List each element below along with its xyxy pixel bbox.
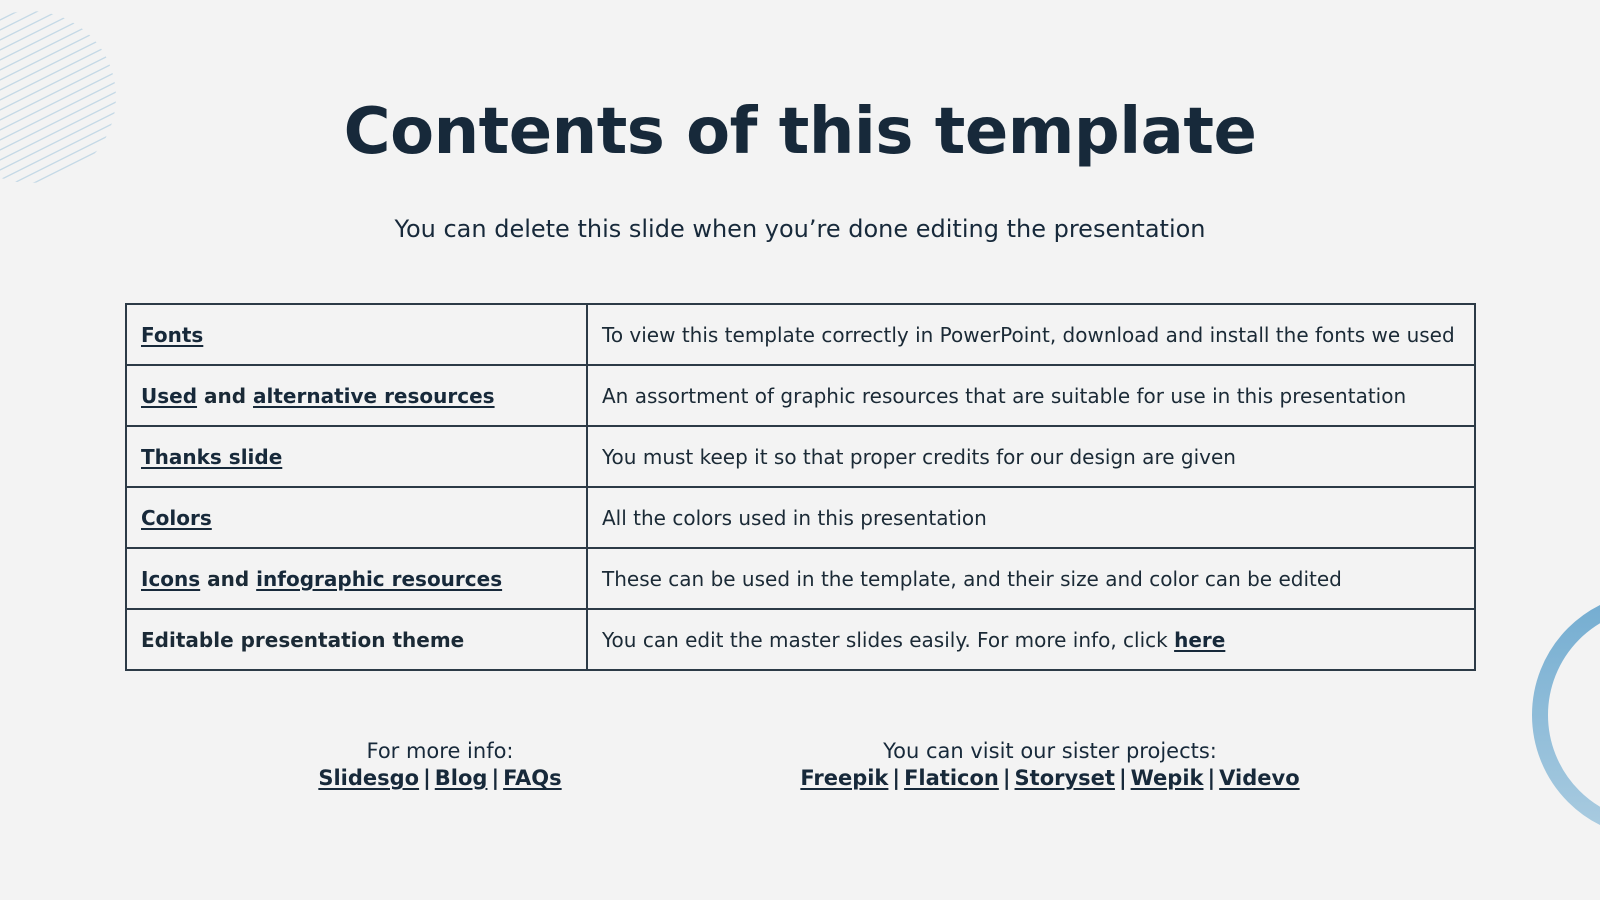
ring-decoration bbox=[1525, 580, 1600, 840]
row-name: Editable presentation theme bbox=[126, 609, 587, 670]
alternative-resources-link[interactable]: alternative resources bbox=[253, 383, 495, 408]
contents-table bbox=[125, 303, 1476, 671]
slidesgo-link[interactable]: Slidesgo bbox=[318, 766, 420, 790]
row-name bbox=[126, 487, 587, 548]
description-text: You can edit the master slides easily. For more info, click bbox=[602, 627, 1175, 652]
fonts-link[interactable]: Fonts bbox=[141, 322, 204, 347]
row-description: To view this template correctly in PowerPoint, download and install the fonts we used bbox=[587, 304, 1475, 365]
footer-sister-projects bbox=[770, 738, 1330, 792]
link-separator: | bbox=[491, 766, 500, 790]
here-link[interactable]: here bbox=[1174, 627, 1226, 652]
table-row bbox=[126, 304, 1475, 365]
row-name-connector: and bbox=[200, 566, 257, 591]
link-separator: | bbox=[892, 766, 901, 790]
row-name-connector: and bbox=[197, 383, 254, 408]
table-row bbox=[126, 365, 1475, 426]
row-name bbox=[126, 548, 587, 609]
used-resources-link[interactable]: Used bbox=[141, 383, 198, 408]
row-name bbox=[126, 304, 587, 365]
row-name bbox=[126, 365, 587, 426]
row-description: These can be used in the template, and their size and color can be edited bbox=[587, 548, 1475, 609]
footer-heading: For more info: bbox=[366, 739, 514, 763]
icons-link[interactable]: Icons bbox=[141, 566, 201, 591]
footer-more-info bbox=[240, 738, 640, 792]
footer-links bbox=[770, 765, 1330, 792]
row-description: You must keep it so that proper credits for our design are given bbox=[587, 426, 1475, 487]
table-row bbox=[126, 548, 1475, 609]
link-separator: | bbox=[423, 766, 431, 790]
thanks-slide-link[interactable]: Thanks slide bbox=[141, 444, 283, 469]
flaticon-link[interactable]: Flaticon bbox=[904, 766, 999, 790]
faqs-link[interactable]: FAQs bbox=[503, 766, 562, 790]
freepik-link[interactable]: Freepik bbox=[800, 766, 889, 790]
infographic-resources-link[interactable]: infographic resources bbox=[256, 566, 503, 591]
link-separator: | bbox=[1207, 766, 1216, 790]
page-title: Contents of this template bbox=[343, 95, 1257, 169]
footer-heading: You can visit our sister projects: bbox=[883, 739, 1217, 763]
row-name bbox=[126, 426, 587, 487]
storyset-link[interactable]: Storyset bbox=[1014, 766, 1115, 790]
table-row bbox=[126, 609, 1475, 670]
videvo-link[interactable]: Videvo bbox=[1219, 766, 1300, 790]
row-description bbox=[587, 609, 1475, 670]
link-separator: | bbox=[1002, 766, 1011, 790]
colors-link[interactable]: Colors bbox=[141, 505, 212, 530]
row-description: All the colors used in this presentation bbox=[587, 487, 1475, 548]
link-separator: | bbox=[1118, 766, 1127, 790]
footer-links bbox=[240, 765, 640, 792]
blog-link[interactable]: Blog bbox=[434, 766, 488, 790]
page-subtitle: You can delete this slide when you’re done editing the presentation bbox=[394, 215, 1206, 243]
row-description: An assortment of graphic resources that are suitable for use in this presentation bbox=[587, 365, 1475, 426]
table-row bbox=[126, 487, 1475, 548]
wepik-link[interactable]: Wepik bbox=[1130, 766, 1204, 790]
table-row bbox=[126, 426, 1475, 487]
